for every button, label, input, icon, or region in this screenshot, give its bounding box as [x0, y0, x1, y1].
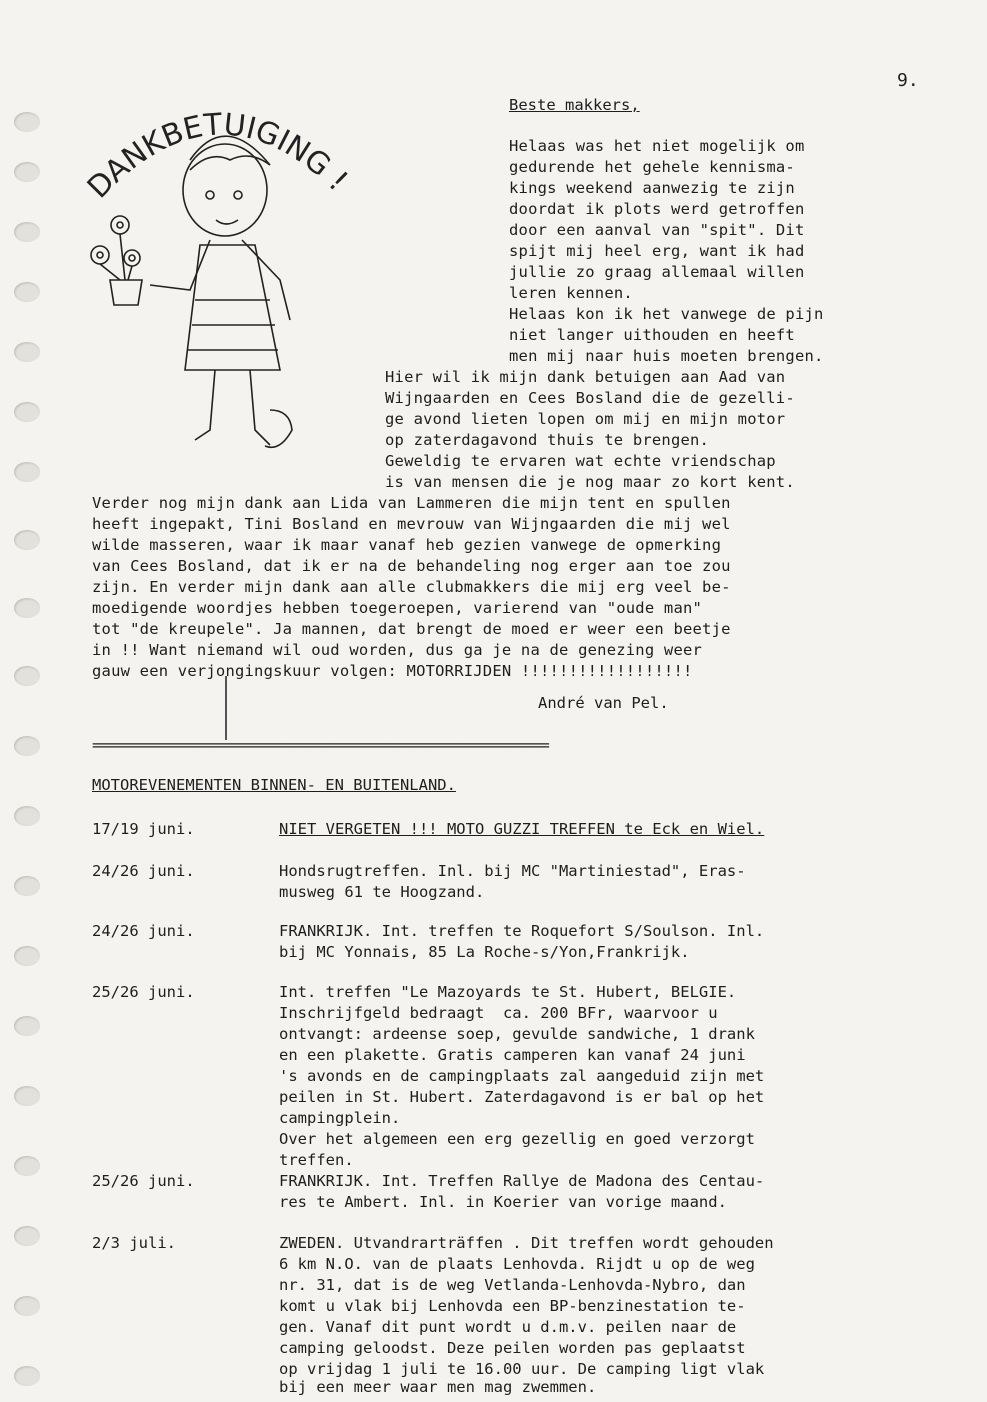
event-line: res te Ambert. Inl. in Koerier van vorige maand. [279, 1193, 727, 1211]
event-line: FRANKRIJK. Int. treffen te Roquefort S/Soulson. Inl. [279, 922, 765, 940]
letter-line: tot "de kreupele". Ja mannen, dat brengt de moed er weer een beetje [92, 620, 731, 638]
binder-hole [14, 1016, 40, 1036]
event-date: 17/19 juni. [92, 820, 195, 838]
binder-hole [14, 530, 40, 550]
event-line: 6 km N.O. van de plaats Lenhovda. Rijdt u op de weg [279, 1255, 755, 1273]
binder-hole [14, 462, 40, 482]
event-line: bij een meer waar men mag zwemmen. [279, 1378, 597, 1396]
binder-hole [14, 736, 40, 756]
binder-hole [14, 806, 40, 826]
letter-greeting: Beste makkers, [509, 96, 640, 114]
event-line: komt u vlak bij Lenhovda een BP-benzinestation te- [279, 1297, 746, 1315]
letter-line: spijt mij heel erg, want ik had [509, 242, 805, 260]
event-line: gen. Vanaf dit punt wordt u d.m.v. peilen naar de [279, 1318, 737, 1336]
letter-line: van Cees Bosland, dat ik er na de behandeling nog erger aan toe zou [92, 557, 731, 575]
letter-signature: André van Pel. [538, 694, 669, 712]
event-date: 2/3 juli. [92, 1234, 176, 1252]
binder-hole [14, 342, 40, 362]
letter-line: niet langer uithouden en heeft [509, 326, 795, 344]
letter-line: doordat ik plots werd getroffen [509, 200, 805, 218]
letter-line: leren kennen. [509, 284, 633, 302]
letter-line: ge avond lieten lopen om mij en mijn motor [385, 410, 786, 428]
event-line: Hondsrugtreffen. Inl. bij MC "Martiniestad", Eras- [279, 862, 746, 880]
letter-line: in !! Want niemand wil oud worden, dus ga je na de genezing weer [92, 641, 703, 659]
event-line: campingplein. [279, 1109, 401, 1127]
letter-line: Hier wil ik mijn dank betuigen aan Aad van [385, 368, 786, 386]
page-number: 9. [897, 70, 919, 91]
binder-hole [14, 112, 40, 132]
letter-line: Helaas kon ik het vanwege de pijn [509, 305, 824, 323]
separator-line: =========================================================== [92, 736, 549, 754]
letter-line: kings weekend aanwezig te zijn [509, 179, 795, 197]
event-line: Inschrijfgeld bedraagt ca. 200 BFr, waarvoor u [279, 1004, 718, 1022]
binder-hole [14, 162, 40, 182]
letter-line: is van mensen die je nog maar zo kort kent. [385, 473, 795, 491]
binder-hole [14, 402, 40, 422]
letter-line: moedigende woordjes hebben toegeroepen, varierend van "oude man" [92, 599, 703, 617]
binder-hole [14, 1296, 40, 1316]
person-drawing [150, 136, 292, 447]
binder-hole [14, 1226, 40, 1246]
binder-hole [14, 222, 40, 242]
event-line: 's avonds en de campingplaats zal aangeduid zijn met [279, 1067, 765, 1085]
letter-line: Geweldig te ervaren wat echte vriendschap [385, 452, 776, 470]
letter-line: gauw een verjongingskuur volgen: MOTORRIJDEN !!!!!!!!!!!!!!!!!! [92, 662, 693, 680]
flower-pot-drawing [91, 216, 142, 305]
letter-line: Verder nog mijn dank aan Lida van Lammeren die mijn tent en spullen [92, 494, 731, 512]
binder-hole [14, 1366, 40, 1386]
event-line: nr. 31, dat is de weg Vetlanda-Lenhovda-Nybro, dan [279, 1276, 746, 1294]
event-line: FRANKRIJK. Int. Treffen Rallye de Madona des Centau- [279, 1172, 765, 1190]
letter-line: heeft ingepakt, Tini Bosland en mevrouw van Wijngaarden die mij wel [92, 515, 731, 533]
binder-hole [14, 666, 40, 686]
letter-line: op zaterdagavond thuis te brengen. [385, 431, 710, 449]
event-line: op vrijdag 1 juli te 16.00 uur. De camping ligt vlak [279, 1360, 765, 1378]
event-line: bij MC Yonnais, 85 La Roche-s/Yon,Frankrijk. [279, 943, 690, 961]
drawing-title-text: DANKBETUIGING ! [80, 107, 355, 206]
letter-line: door een aanval van "spit". Dit [509, 221, 805, 239]
event-line: NIET VERGETEN !!! MOTO GUZZI TREFFEN te Eck en Wiel. [279, 820, 765, 838]
binder-hole [14, 598, 40, 618]
event-line: musweg 61 te Hoogzand. [279, 883, 485, 901]
event-line: Int. treffen "Le Mazoyards te St. Hubert, BELGIE. [279, 983, 737, 1001]
letter-line: gedurende het gehele kennisma- [509, 158, 795, 176]
cartoon-drawing [80, 80, 420, 480]
event-line: ontvangt: ardeense soep, gevulde sandwiche, 1 drank [279, 1025, 755, 1043]
event-line: ZWEDEN. Utvandrarträffen . Dit treffen wordt gehouden [279, 1234, 774, 1252]
signature-mark [225, 676, 231, 740]
section-title: MOTOREVENEMENTEN BINNEN- EN BUITENLAND. [92, 776, 456, 794]
letter-line: zijn. En verder mijn dank aan alle clubmakkers die mij erg veel be- [92, 578, 731, 596]
letter-line: wilde masseren, waar ik maar vanaf heb gezien vanwege de opmerking [92, 536, 722, 554]
letter-line: jullie zo graag allemaal willen [509, 263, 805, 281]
binder-hole [14, 946, 40, 966]
event-line: camping geloodst. Deze peilen worden pas geplaatst [279, 1339, 746, 1357]
event-line: Over het algemeen een erg gezellig en goed verzorgt [279, 1130, 755, 1148]
binder-holes [0, 0, 60, 1402]
binder-hole [14, 282, 40, 302]
letter-line: Helaas was het niet mogelijk om [509, 137, 805, 155]
binder-hole [14, 876, 40, 896]
event-date: 25/26 juni. [92, 983, 195, 1001]
event-line: peilen in St. Hubert. Zaterdagavond is er bal op het [279, 1088, 765, 1106]
event-date: 25/26 juni. [92, 1172, 195, 1190]
letter-line: men mij naar huis moeten brengen. [509, 347, 824, 365]
event-date: 24/26 juni. [92, 862, 195, 880]
event-date: 24/26 juni. [92, 922, 195, 940]
binder-hole [14, 1086, 40, 1106]
event-line: treffen. [279, 1151, 354, 1169]
binder-hole [14, 1156, 40, 1176]
event-line: en een plakette. Gratis camperen kan vanaf 24 juni [279, 1046, 746, 1064]
letter-line: Wijngaarden en Cees Bosland die de gezelli- [385, 389, 795, 407]
